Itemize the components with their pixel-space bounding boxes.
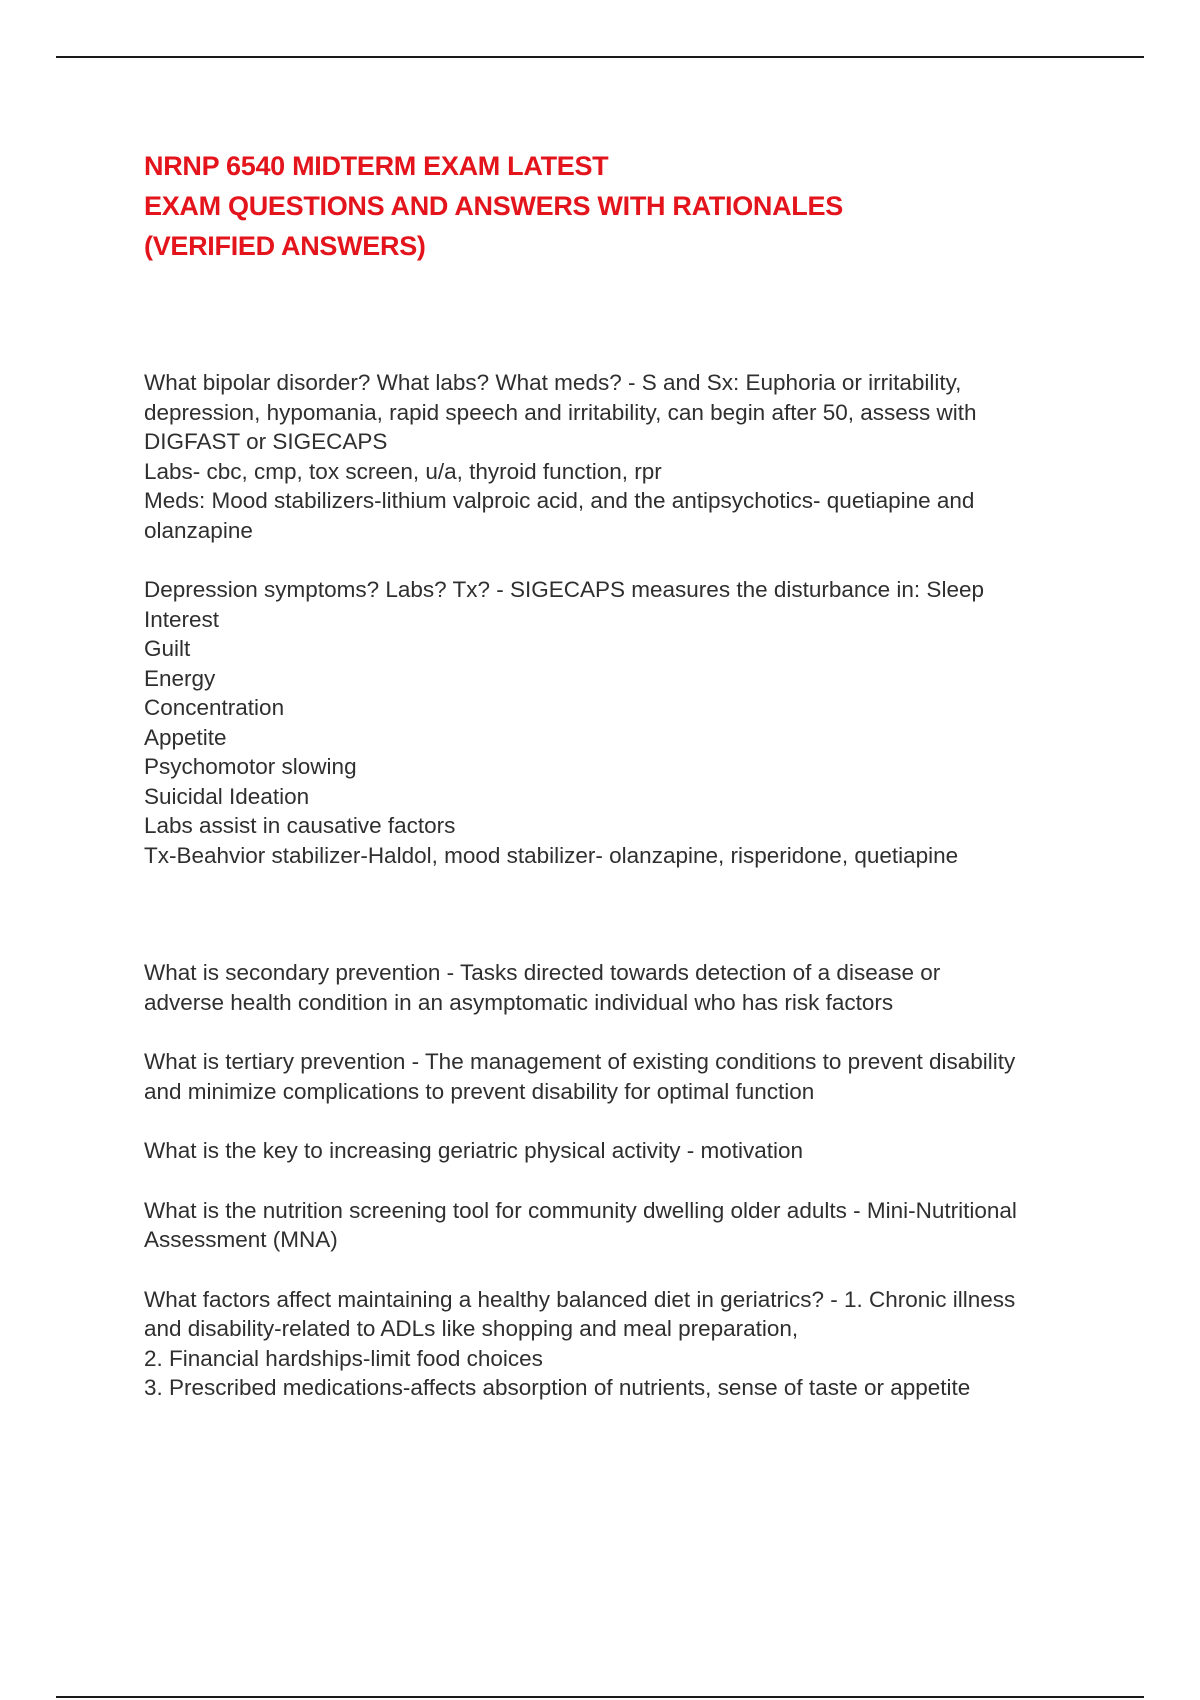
qa-item-bipolar (144, 368, 1094, 545)
document-title (144, 146, 1104, 266)
qa-line: adverse health condition in an asymptomatic individual who has risk factors (144, 989, 894, 1015)
qa-item-tertiary-prevention (144, 1047, 1094, 1106)
qa-line: Labs assist in causative factors (144, 813, 456, 838)
qa-line: Psychomotor slowing (144, 754, 357, 779)
qa-line: What is the key to increasing geriatric physical activity - motivation (144, 1138, 804, 1163)
bottom-rule (56, 1696, 1144, 1698)
top-rule (56, 56, 1144, 58)
spacer (144, 1017, 1094, 1047)
spacer (144, 1166, 1094, 1196)
qa-line: What is tertiary prevention - The management of existing conditions to prevent disability (144, 1049, 1016, 1074)
qa-item-physical-activity (144, 1136, 1094, 1166)
qa-line: Interest (144, 606, 220, 632)
qa-item-nutrition-screening (144, 1196, 1094, 1255)
spacer (144, 1106, 1094, 1136)
qa-line: 2. Financial hardships-limit food choices (144, 1345, 543, 1371)
spacer (144, 545, 1094, 575)
qa-line: What is the nutrition screening tool for community dwelling older adults - Mini-Nutritional (144, 1197, 1017, 1223)
qa-line: 3. Prescribed medications-affects absorption of nutrients, sense of taste or appetite (144, 1375, 971, 1400)
qa-line: Concentration (144, 695, 285, 720)
qa-line: Meds: Mood stabilizers-lithium valproic acid, and the antipsychotics- quetiapine and (144, 488, 975, 513)
qa-line: and minimize complications to prevent disability for optimal function (144, 1078, 815, 1104)
spacer (144, 870, 1094, 958)
qa-line: What factors affect maintaining a healthy balanced diet in geriatrics? - 1. Chronic illness (144, 1286, 1016, 1312)
spacer (144, 1255, 1094, 1285)
qa-item-depression (144, 575, 1094, 870)
qa-line: DIGFAST or SIGECAPS (144, 429, 388, 454)
qa-line: Energy (144, 665, 216, 691)
title-line: EXAM QUESTIONS AND ANSWERS WITH RATIONALES (144, 191, 843, 221)
qa-line: Depression symptoms? Labs? Tx? - SIGECAPS measures the disturbance in: Sleep (144, 577, 984, 602)
qa-line: Guilt (144, 636, 191, 661)
document-body (144, 368, 1094, 1403)
title-line: NRNP 6540 MIDTERM EXAM LATEST (144, 151, 609, 181)
qa-line: depression, hypomania, rapid speech and irritability, can begin after 50, assess with (144, 399, 977, 425)
title-line: (VERIFIED ANSWERS) (144, 231, 426, 261)
qa-line: What is secondary prevention - Tasks directed towards detection of a disease or (144, 960, 941, 985)
qa-line: and disability-related to ADLs like shopping and meal preparation, (144, 1316, 799, 1341)
qa-item-secondary-prevention (144, 958, 1094, 1017)
qa-line: Suicidal Ideation (144, 783, 310, 809)
qa-line: Assessment (MNA) (144, 1227, 338, 1252)
qa-line: Labs- cbc, cmp, tox screen, u/a, thyroid function, rpr (144, 458, 662, 484)
qa-line: olanzapine (144, 517, 253, 543)
qa-line: What bipolar disorder? What labs? What meds? - S and Sx: Euphoria or irritability, (144, 370, 962, 395)
qa-line: Appetite (144, 724, 227, 750)
qa-line: Tx-Beahvior stabilizer-Haldol, mood stabilizer- olanzapine, risperidone, quetiapine (144, 842, 959, 868)
qa-item-diet-factors (144, 1285, 1094, 1403)
